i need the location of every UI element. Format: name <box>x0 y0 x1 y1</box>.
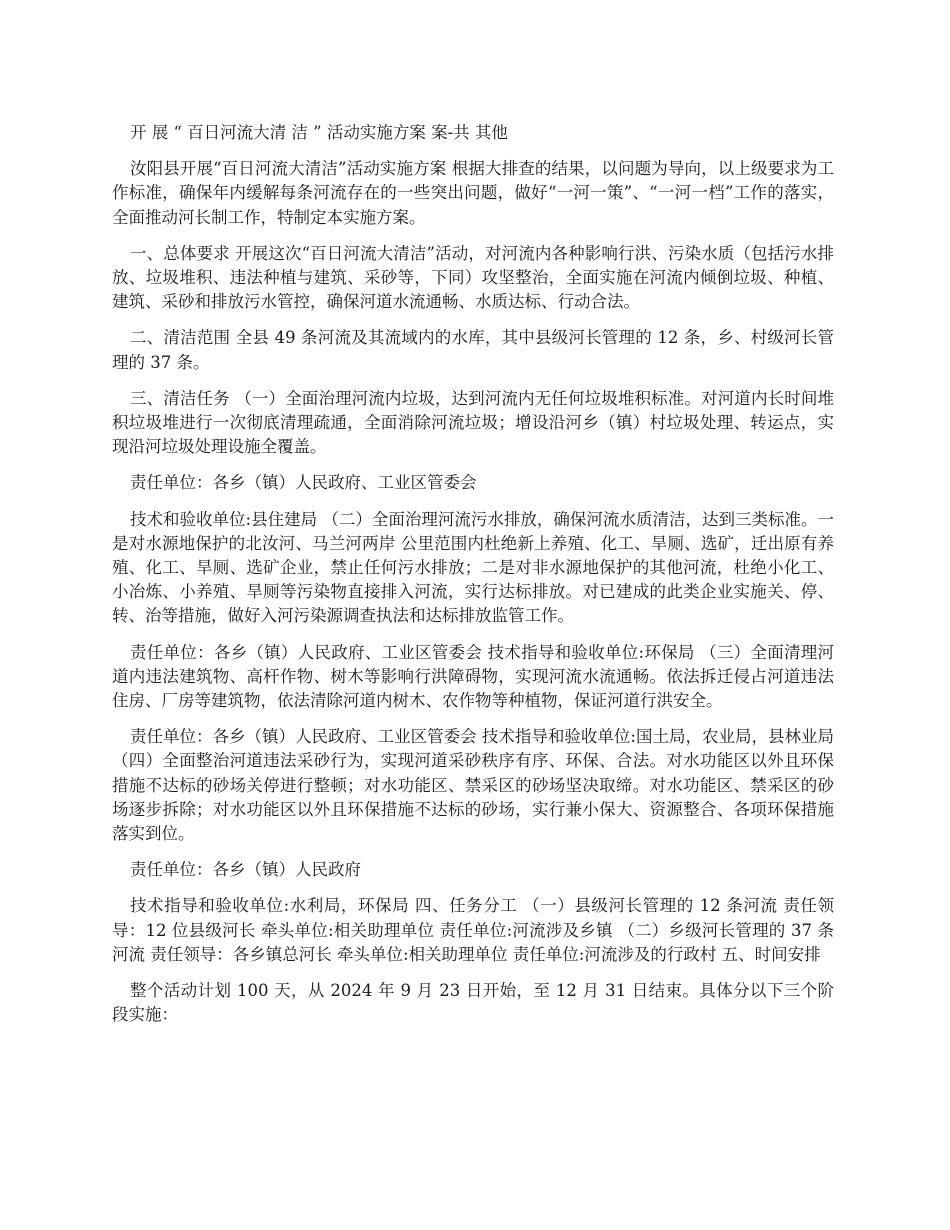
paragraph-responsible-unit-1: 责任单位：各乡（镇）人民政府、工业区管委会 <box>130 473 477 493</box>
document-title: 开 展 “ 百日河流大清 洁 ” 活动实施方案 案-共 其他 <box>130 123 508 142</box>
paragraph-cleaning-tasks: 三、清洁任务 （一）全面治理河流内垃圾，达到河流内无任何垃圾堆积标准。对河道内长时间堆积垃圾堆进行一次彻底清理疏通，全面消除河流垃圾；增设沿河乡（镇）村垃圾处理、转运点，实现沿河垃圾处理设施全覆盖。 <box>112 388 834 457</box>
paragraph-task-division: 技术指导和验收单位:水利局，环保局 四、任务分工 （一）县级河长管理的 12 条河流 责任领导：12 位县级河长 牵头单位:相关助理单位 责任单位:河流涉及乡镇 （二）乡级河长管理的 37 条河流 责任领导：各乡镇总河长 牵头单位:相关助理单位 责任单位:河流涉及的行政村 五、时间安排 <box>112 896 834 964</box>
paragraph-responsible-unit-2: 责任单位：各乡（镇）人民政府 <box>130 860 361 880</box>
paragraph-sand-mining: 责任单位：各乡（镇）人民政府、工业区管委会 技术指导和验收单位:国土局，农业局，县林业局 （四）全面整治河道违法采砂行为，实现河道采砂秩序有序、环保、合法。对水功能区以外且环保措施不达标的砂场关停进行整顿；对水功能区、禁采区的砂场坚决取缔。对水功能区、禁采区的砂场逐步拆除；对水功能区以外且环保措施不达标的砂场，实行兼小保大、资源整合、各项环保措施落实到位。 <box>112 727 834 844</box>
paragraph-sewage-treatment: 技术和验收单位:县住建局 （二）全面治理河流污水排放，确保河流水质清洁，达到三类标准。一是对水源地保护的北汝河、马兰河两岸 公里范围内杜绝新上养殖、化工、旱厕、选矿，迁出原有养殖、化工、旱厕、选矿企业，禁止任何污水排放；二是对非水源地保护的其他河流，杜绝小化工、小冶炼、小养殖、旱厕等污染物直接排入河流，实行达标排放。对已建成的此类企业实施关、停、转、治等措施，做好入河污染源调查执法和达标排放监管工作。 <box>112 509 834 626</box>
document-body <box>112 121 834 1040</box>
paragraph-schedule: 整个活动计划 100 天，从 2024 年 9 月 23 日开始，至 12 月 31 日结束。具体分以下三个阶段实施： <box>112 981 834 1025</box>
paragraph-intro: 汝阳县开展“百日河流大清洁”活动实施方案 根据大排查的结果，以问题为导向，以上级要求为工作标准，确保年内缓解每条河流存在的一些突出问题，做好“一河一策”、“一河一档”工作的落实，全面推动河长制工作，特制定本实施方案。 <box>112 159 834 227</box>
paragraph-illegal-buildings: 责任单位：各乡（镇）人民政府、工业区管委会 技术指导和验收单位:环保局 （三）全面清理河道内违法建筑物、高杆作物、树木等影响行洪障碍物，实现河流水流通畅。依法拆迁侵占河道违法住房、厂房等建筑物，依法清除河道内树木、农作物等种植物，保证河道行洪安全。 <box>112 642 834 711</box>
paragraph-cleaning-scope: 二、清洁范围 全县 49 条河流及其流域内的水库，其中县级河长管理的 12 条，乡、村级河长管理的 37 条。 <box>112 328 834 372</box>
paragraph-general-requirements: 一、总体要求 开展这次“百日河流大清洁”活动，对河流内各种影响行洪、污染水质（包括污水排放、垃圾堆积、违法种植与建筑、采砂等，下同）攻坚整治，全面实施在河流内倾倒垃圾、种植、建筑、采砂和排放污水管控，确保河道水流通畅、水质达标、行动合法。 <box>112 243 834 312</box>
